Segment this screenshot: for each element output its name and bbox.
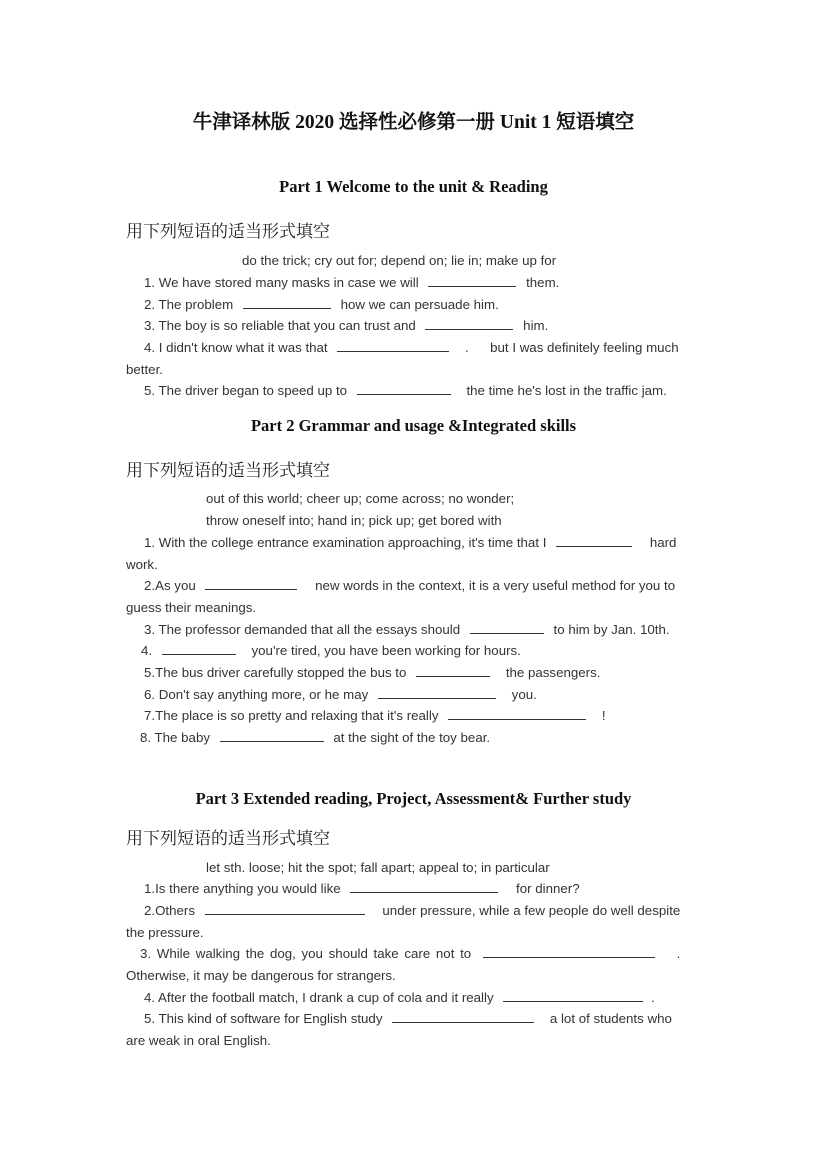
question-text: 4. After the football match, I drank a cup of cola and it really — [144, 990, 494, 1005]
question-text: him. — [523, 318, 549, 333]
question-text: 6. Don't say anything more, or he may — [144, 687, 369, 702]
part2-question-1 — [144, 535, 676, 550]
part2-question-5 — [144, 665, 600, 680]
part2-word-bank-line-1: out of this world; cheer up; come across; no wonder; — [206, 491, 515, 506]
question-text: a lot of students who — [549, 1011, 672, 1026]
answer-blank[interactable] — [556, 545, 632, 547]
page-title: 牛津译林版 2020 选择性必修第一册 Unit 1 短语填空 — [192, 112, 635, 133]
part2-question-3 — [144, 622, 670, 637]
question-text: 4. I didn't know what it was that — [144, 340, 328, 355]
answer-blank[interactable] — [162, 653, 236, 655]
part1-question-2 — [144, 297, 499, 312]
part2-question-8 — [140, 730, 490, 745]
answer-blank[interactable] — [392, 1021, 534, 1023]
question-text: them. — [526, 275, 560, 290]
answer-blank[interactable] — [357, 393, 451, 395]
question-text: 7.The place is so pretty and relaxing that it's really — [144, 708, 439, 723]
question-text: 8. The baby — [140, 730, 210, 745]
part3-question-3-continued: Otherwise, it may be dangerous for strangers. — [126, 968, 396, 983]
part3-word-bank: let sth. loose; hit the spot; fall apart; appeal to; in particular — [206, 860, 550, 875]
question-text: . — [676, 946, 681, 961]
part1-question-5 — [144, 383, 667, 398]
part3-question-5-continued: are weak in oral English. — [126, 1033, 271, 1048]
part1-question-4 — [144, 340, 679, 355]
part2-question-6 — [144, 687, 537, 702]
part1-instruction: 用下列短语的适当形式填空 — [126, 222, 330, 242]
question-text: you're tired, you have been working for hours. — [251, 643, 521, 658]
answer-blank[interactable] — [470, 632, 544, 634]
answer-blank[interactable] — [448, 718, 586, 720]
answer-blank[interactable] — [425, 328, 513, 330]
question-text: 3. The professor demanded that all the essays should — [144, 622, 461, 637]
question-text: under pressure, while a few people do well despite — [382, 903, 681, 918]
part2-question-2-continued: guess their meanings. — [126, 600, 257, 615]
answer-blank[interactable] — [350, 891, 498, 893]
part3-question-4 — [144, 990, 655, 1005]
answer-blank[interactable] — [483, 956, 655, 958]
part2-instruction: 用下列短语的适当形式填空 — [126, 461, 330, 481]
question-text: . — [651, 990, 655, 1005]
part2-word-bank-line-2: throw oneself into; hand in; pick up; get bored with — [206, 513, 502, 528]
part3-heading: Part 3 Extended reading, Project, Assessment& Further study — [195, 789, 632, 808]
question-text: ! — [601, 708, 606, 723]
part3-question-5 — [144, 1011, 672, 1026]
part3-instruction: 用下列短语的适当形式填空 — [126, 829, 330, 849]
answer-blank[interactable] — [337, 350, 449, 352]
part2-question-2 — [144, 578, 675, 593]
question-text: but I was definitely feeling much — [490, 340, 679, 355]
answer-blank[interactable] — [416, 675, 490, 677]
question-text: 2. The problem — [144, 297, 234, 312]
question-text: 2.Others — [144, 903, 195, 918]
question-text: the passengers. — [505, 665, 601, 680]
answer-blank[interactable] — [220, 740, 324, 742]
question-text: 3. While walking the dog, you should take care not to — [140, 946, 472, 961]
answer-blank[interactable] — [378, 697, 496, 699]
question-text: 5.The bus driver carefully stopped the bus to — [144, 665, 407, 680]
answer-blank[interactable] — [205, 913, 365, 915]
question-text: 1. With the college entrance examination approaching, it's time that I — [144, 535, 547, 550]
part1-question-4-continued: better. — [126, 362, 163, 377]
part3-question-2-continued: the pressure. — [126, 925, 204, 940]
part3-question-3 — [140, 946, 680, 961]
question-text: 4. — [141, 643, 153, 658]
question-text: how we can persuade him. — [340, 297, 499, 312]
question-text: 1.Is there anything you would like — [144, 881, 341, 896]
part1-question-1 — [144, 275, 559, 290]
part2-question-7 — [144, 708, 606, 723]
question-text: 5. The driver began to speed up to — [144, 383, 348, 398]
question-text: 5. This kind of software for English study — [144, 1011, 383, 1026]
question-text: 1. We have stored many masks in case we will — [144, 275, 419, 290]
answer-blank[interactable] — [205, 588, 297, 590]
part3-question-2 — [144, 903, 680, 918]
question-text: 2.As you — [144, 578, 196, 593]
part1-heading: Part 1 Welcome to the unit & Reading — [279, 177, 548, 196]
answer-blank[interactable] — [428, 285, 516, 287]
part1-word-bank: do the trick; cry out for; depend on; lie in; make up for — [242, 253, 557, 268]
part2-question-1-continued: work. — [126, 557, 158, 572]
answer-blank[interactable] — [503, 1000, 643, 1002]
answer-blank[interactable] — [243, 307, 331, 309]
question-text: hard — [649, 535, 677, 550]
question-text: at the sight of the toy bear. — [333, 730, 491, 745]
part2-heading: Part 2 Grammar and usage &Integrated skills — [250, 416, 577, 435]
question-text: . — [465, 340, 469, 355]
question-text: 3. The boy is so reliable that you can trust and — [144, 318, 416, 333]
question-text: for dinner? — [516, 881, 580, 896]
part3-question-1 — [144, 881, 580, 896]
question-text: to him by Jan. 10th. — [553, 622, 670, 637]
question-text: new words in the context, it is a very useful method for you to — [315, 578, 676, 593]
part2-question-4 — [141, 643, 521, 658]
question-text: you. — [511, 687, 537, 702]
part1-question-3 — [144, 318, 548, 333]
question-text: the time he's lost in the traffic jam. — [466, 383, 667, 398]
